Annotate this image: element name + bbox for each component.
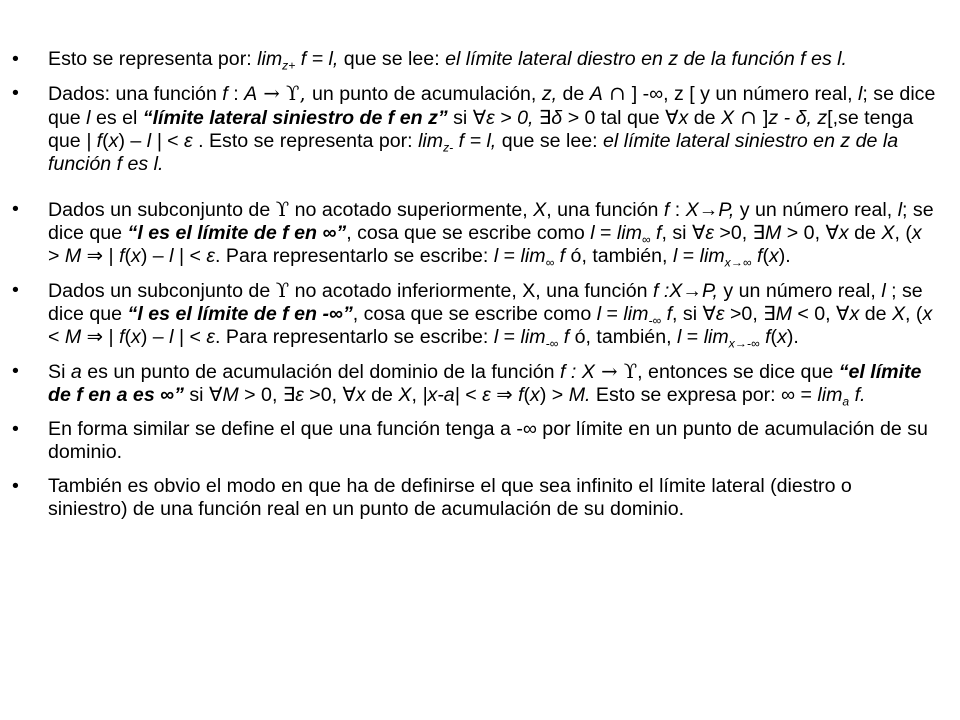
text-run: de: [688, 107, 721, 129]
text-run: También es obvio el modo en que ha de definirse el que sea infinito el límite lateral (diestro o siniestro) de una función real en un punto de acumulación de su dominio.: [48, 475, 852, 520]
text-run: y un número real,: [717, 280, 882, 302]
bullet-limit-at-infinity: [12, 198, 936, 268]
text-run: ).: [778, 245, 791, 267]
bullet-left-limit-definition: [12, 82, 936, 176]
text-run: X: [533, 199, 547, 221]
text-run: ε: [184, 130, 193, 152]
text-run: . Esto se representa por:: [192, 130, 419, 152]
text-run: f: [119, 326, 125, 348]
text-run: ∞: [545, 255, 555, 270]
text-run: el límite lateral diestro en z de la función f es l.: [445, 48, 847, 70]
text-run: l: [493, 245, 499, 267]
text-run: z - δ, z: [768, 107, 828, 129]
text-run: ∃M: [752, 222, 782, 244]
text-run: ]: [762, 107, 769, 129]
text-run: f: [663, 199, 670, 221]
text-run: >0,: [724, 303, 764, 325]
text-run: → ϒ,: [257, 82, 312, 105]
text-run: l: [493, 326, 499, 348]
text-run: ∀ε > 0, ∃δ >: [472, 107, 580, 129]
text-run: lim: [418, 130, 444, 152]
text-run: Esto se representa por:: [48, 48, 258, 70]
text-run: ∩: [602, 82, 632, 105]
text-run: de: [365, 384, 399, 406]
text-run: ; se dice que: [48, 280, 923, 325]
text-run: ] -∞, z [ y un número real,: [631, 83, 859, 105]
bullet-minus-infinity-limit: [12, 418, 936, 464]
text-run: f: [518, 384, 524, 406]
text-run: A: [244, 83, 258, 105]
text-run: no acotado superiormente,: [289, 199, 534, 221]
text-run: , cosa que se escribe como: [346, 222, 591, 244]
text-run: 0 tal que: [579, 107, 666, 129]
text-run: X: [881, 222, 895, 244]
text-run: ∃M: [763, 303, 792, 325]
text-run: ∀M: [208, 384, 239, 406]
text-run: l |: [146, 130, 162, 152]
text-run: , cosa que se escribe como: [352, 303, 597, 325]
text-run: lim: [817, 384, 843, 406]
text-run: f: [222, 83, 228, 105]
text-run: lim: [616, 222, 642, 244]
text-run: (: [523, 384, 531, 406]
text-run: (: [102, 130, 109, 152]
text-run: z,: [541, 83, 558, 105]
text-run: l: [676, 326, 682, 348]
text-run: f = l,: [453, 130, 497, 152]
text-run: ε: [206, 326, 216, 348]
text-run: =: [677, 245, 700, 267]
text-run: f: [661, 303, 673, 325]
text-run: ,: [411, 384, 423, 406]
text-run: (: [762, 245, 769, 267]
text-run: < 0,: [791, 303, 837, 325]
text-run: l: [169, 326, 174, 348]
text-run: l: [596, 303, 602, 325]
text-run: a: [842, 394, 850, 409]
text-run: ∀ε: [691, 222, 714, 244]
text-run: Si: [48, 361, 71, 383]
text-run: M: [64, 245, 82, 267]
text-run: :: [669, 199, 686, 221]
text-run: ∃ε: [282, 384, 304, 406]
text-run: [,se tenga que: [48, 107, 914, 152]
bullet-limit-at-minus-infinity: [12, 279, 936, 349]
text-run: ) –: [118, 130, 147, 152]
text-run: z+: [282, 58, 296, 73]
text-run: (: [770, 326, 778, 348]
text-run: x: [768, 245, 779, 267]
text-run: . Para representarlo se escribe:: [215, 326, 494, 348]
text-run: “el límite de f en a es ∞”: [48, 361, 922, 406]
text-run: lim: [520, 245, 546, 267]
bullet-infinite-limit: [12, 360, 936, 407]
text-run: de: [848, 222, 882, 244]
text-run: x: [131, 326, 141, 348]
bullet-right-limit-notation: [12, 48, 936, 71]
text-run: “límite lateral siniestro de f en z”: [142, 107, 448, 129]
text-run: ó, también,: [565, 245, 673, 267]
text-run: “l es el límite de f en ∞”: [127, 222, 347, 244]
text-run: que se lee:: [496, 130, 604, 152]
text-run: x: [530, 384, 540, 406]
text-run: si: [447, 107, 473, 129]
text-run: l: [858, 83, 863, 105]
text-run: X: [720, 107, 735, 129]
text-run: ∀ε: [702, 303, 725, 325]
text-run: X: [398, 384, 412, 406]
text-run: (: [124, 326, 132, 348]
text-run: ⇒ |: [81, 326, 120, 348]
text-run: f: [759, 326, 771, 348]
text-run: =: [594, 222, 617, 244]
text-run: >0,: [303, 384, 343, 406]
text-run: | <: [173, 326, 207, 348]
text-run: l: [672, 245, 678, 267]
text-run: Dados un subconjunto de: [48, 280, 276, 302]
text-run: f : X: [559, 361, 595, 383]
text-run: |x-a|: [422, 384, 460, 406]
text-run: z-: [443, 140, 454, 155]
text-run: > 0,: [238, 384, 283, 406]
text-run: ) >: [539, 384, 569, 406]
text-run: si: [183, 384, 209, 406]
text-run: x: [911, 222, 922, 244]
text-run: | f: [86, 130, 103, 152]
text-run: f = l,: [295, 48, 339, 70]
text-run: x: [777, 326, 787, 348]
text-run: l: [169, 245, 174, 267]
text-run: >0,: [713, 222, 753, 244]
text-run: -∞: [648, 313, 662, 328]
text-run: | <: [173, 245, 207, 267]
text-run: , entonces se dice que: [637, 361, 839, 383]
text-run: f: [558, 326, 570, 348]
text-run: es el: [90, 107, 143, 129]
text-run: lim: [257, 48, 283, 70]
text-run: ó, también,: [569, 326, 677, 348]
text-run: =: [498, 326, 521, 348]
text-run: f: [554, 245, 566, 267]
text-run: x→∞: [724, 255, 752, 270]
text-run: y un número real,: [734, 199, 898, 221]
text-run: <: [459, 384, 483, 406]
text-run: M.: [568, 384, 591, 406]
text-run: lim: [520, 326, 546, 348]
text-run: no acotado inferiormente, X, una función: [289, 280, 653, 302]
text-run: >: [48, 245, 65, 267]
text-run: :: [227, 83, 245, 105]
text-run: f: [650, 222, 662, 244]
text-run: ϒ: [275, 198, 290, 221]
text-run: ε: [206, 245, 216, 267]
bullet-list: [12, 48, 936, 521]
text-run: =: [601, 303, 624, 325]
text-run: l: [881, 280, 886, 302]
text-run: X: [891, 303, 906, 325]
text-run: , si: [672, 303, 703, 325]
text-run: ⇒ |: [81, 245, 120, 267]
text-run: ; se dice que: [48, 199, 934, 244]
text-run: ∩: [734, 106, 763, 129]
text-run: , una función: [546, 199, 664, 221]
text-run: → ϒ: [594, 360, 638, 383]
text-run: ; se dice que: [48, 83, 936, 129]
text-run: x→-∞: [728, 336, 760, 351]
text-run: l: [86, 107, 91, 129]
text-run: ).: [786, 326, 799, 348]
text-run: ε: [482, 384, 491, 406]
text-run: , (: [905, 303, 923, 325]
text-run: ϒ: [275, 279, 290, 302]
text-run: que se lee:: [338, 48, 446, 70]
text-run: “l es el límite de f en -∞”: [127, 303, 353, 325]
text-run: l: [590, 222, 595, 244]
text-run: ∀x: [665, 107, 689, 129]
text-run: , (: [894, 222, 912, 244]
text-run: lim: [703, 326, 729, 348]
text-run: X→P,: [685, 199, 735, 221]
text-run: lim: [699, 245, 725, 267]
text-run: =: [681, 326, 704, 348]
text-run: . Para representarlo se escribe:: [215, 245, 494, 267]
text-run: , si: [661, 222, 692, 244]
text-run: ∀x: [825, 222, 849, 244]
text-run: <: [48, 326, 65, 348]
text-run: ) –: [140, 245, 170, 267]
text-run: Dados un subconjunto de: [48, 199, 276, 221]
text-run: ∀x: [836, 303, 860, 325]
text-run: lim: [623, 303, 649, 325]
text-run: M: [64, 326, 82, 348]
text-run: > 0,: [781, 222, 826, 244]
text-run: <: [161, 130, 184, 152]
text-run: -∞: [545, 336, 559, 351]
text-run: x: [131, 245, 141, 267]
text-run: Dados: una función: [48, 83, 223, 105]
text-run: l: [897, 199, 903, 221]
text-run: =: [498, 245, 521, 267]
text-run: un punto de acumulación,: [311, 83, 542, 105]
text-run: de: [557, 83, 590, 105]
text-run: A: [589, 83, 603, 105]
text-run: (: [124, 245, 132, 267]
text-run: de: [859, 303, 892, 325]
text-run: f: [119, 245, 125, 267]
text-run: ∀x: [342, 384, 366, 406]
text-run: f: [751, 245, 763, 267]
text-run: ⇒: [490, 384, 519, 406]
text-run: x: [108, 130, 119, 152]
text-run: es un punto de acumulación del dominio de la función: [81, 361, 560, 383]
text-run: ) –: [140, 326, 170, 348]
text-run: Esto se expresa por: ∞ =: [590, 384, 818, 406]
bullet-infinite-lateral-limit: [12, 475, 936, 521]
text-run: En forma similar se define el que una función tenga a -∞ por límite en un punto de acumulación de su dominio.: [48, 418, 928, 463]
text-run: f.: [849, 384, 866, 406]
text-run: a: [70, 361, 82, 383]
text-run: el límite lateral siniestro en z de la función f es l.: [48, 130, 899, 175]
text-run: ∞: [641, 232, 651, 247]
text-run: f :X→P,: [652, 280, 718, 302]
text-run: x: [922, 303, 933, 325]
